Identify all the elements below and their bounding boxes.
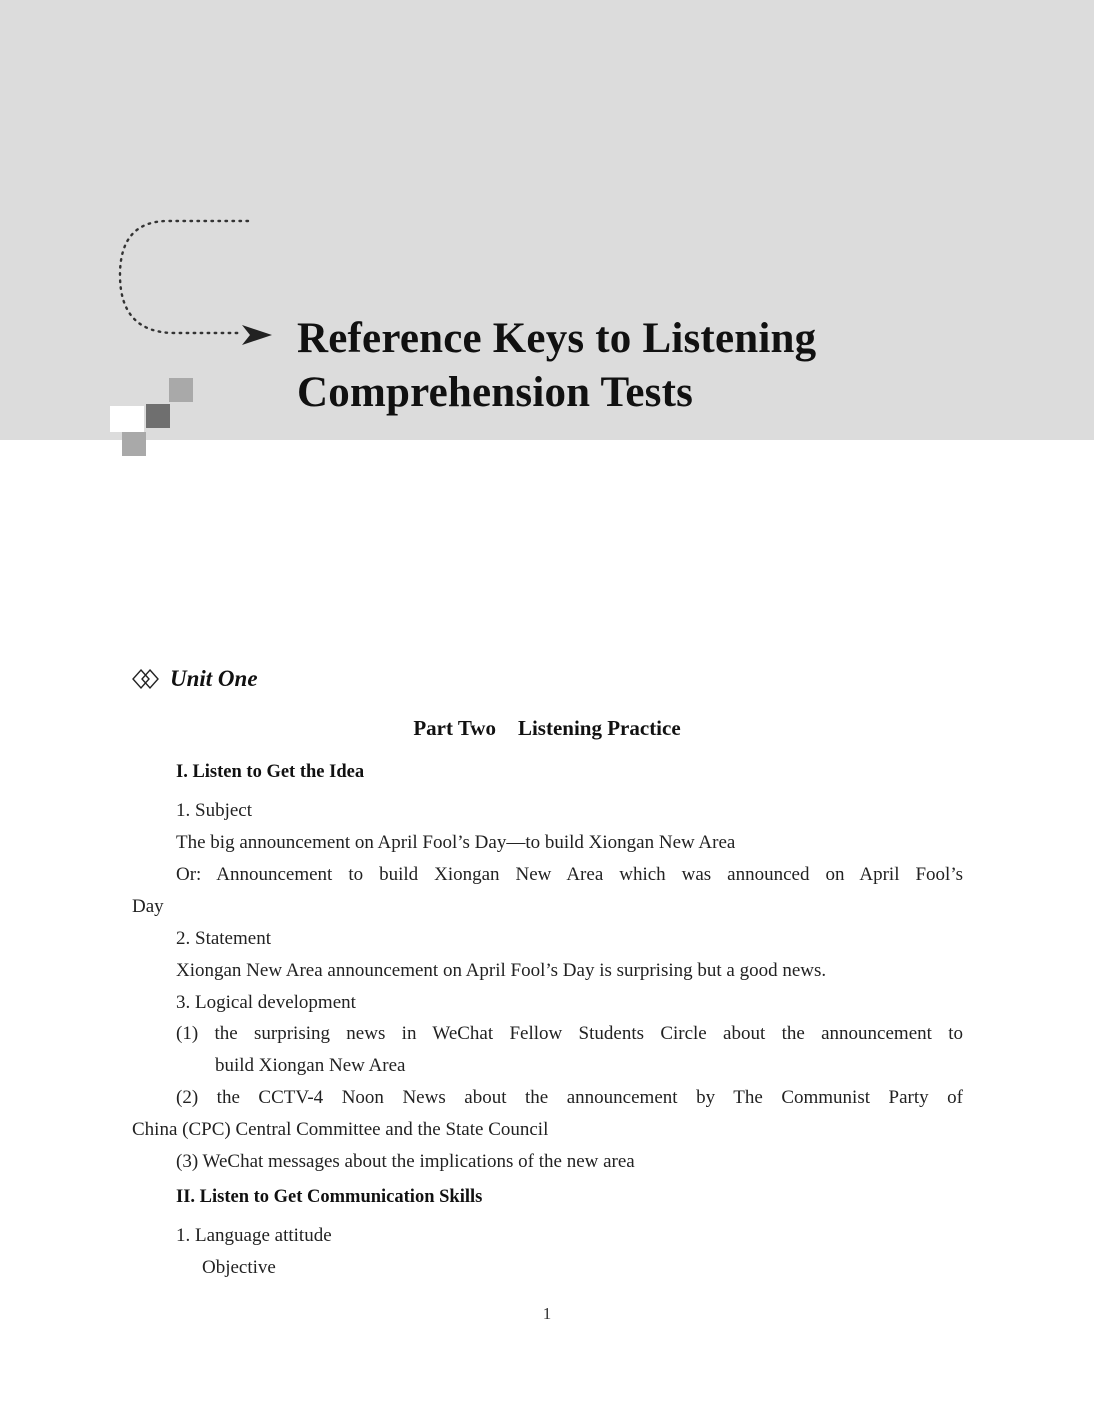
subject-alternative: Or: Announcement to build Xiongan New Area which was announced on April Fool’s bbox=[176, 864, 963, 885]
logic-point-3: (3) WeChat messages about the implications of the new area bbox=[176, 1151, 635, 1172]
statement-answer: Xiongan New Area announcement on April Fool’s Day is surprising but a good news. bbox=[176, 960, 827, 981]
deco-square-bottom bbox=[122, 432, 146, 456]
section-heading-2: II. Listen to Get Communication Skills bbox=[176, 1187, 483, 1207]
unit-heading bbox=[132, 663, 258, 695]
part-number: Part Two bbox=[413, 716, 496, 740]
item-subject: 1. Subject bbox=[176, 800, 252, 821]
chapter-decoration bbox=[0, 0, 300, 470]
arrow-head-icon bbox=[242, 325, 272, 345]
subject-answer: The big announcement on April Fool’s Day—to build Xiongan New Area bbox=[176, 832, 736, 853]
logic-point-2: (2) the CCTV-4 Noon News about the announcement by The Communist Party of bbox=[176, 1087, 963, 1108]
deco-square-light bbox=[169, 378, 193, 402]
part-name: Listening Practice bbox=[517, 716, 681, 740]
section-heading-1: I. Listen to Get the Idea bbox=[176, 762, 365, 782]
chapter-title-line-1: Reference Keys to Listening bbox=[297, 315, 817, 362]
item-logical-development: 3. Logical development bbox=[176, 992, 356, 1013]
chapter-title bbox=[297, 312, 816, 420]
subject-alternative-cont: Day bbox=[132, 896, 164, 917]
part-heading bbox=[0, 716, 1094, 741]
logic-point-2-cont: China (CPC) Central Committee and the State Council bbox=[132, 1119, 549, 1140]
item-language-attitude: 1. Language attitude bbox=[176, 1225, 332, 1246]
logic-point-1: (1) the surprising news in WeChat Fellow Students Circle about the announcement to bbox=[176, 1023, 963, 1044]
diamond-bullet-icon bbox=[132, 667, 160, 691]
deco-square-dark bbox=[146, 404, 170, 428]
logic-point-1-cont: build Xiongan New Area bbox=[215, 1055, 406, 1076]
dotted-arrow-path bbox=[120, 221, 248, 333]
deco-square-white bbox=[110, 406, 144, 432]
item-statement: 2. Statement bbox=[176, 928, 271, 949]
language-attitude-answer: Objective bbox=[202, 1257, 276, 1278]
page-number: 1 bbox=[542, 1304, 552, 1323]
chapter-title-line-2: Comprehension Tests bbox=[297, 369, 694, 416]
unit-label: Unit One bbox=[170, 666, 258, 691]
